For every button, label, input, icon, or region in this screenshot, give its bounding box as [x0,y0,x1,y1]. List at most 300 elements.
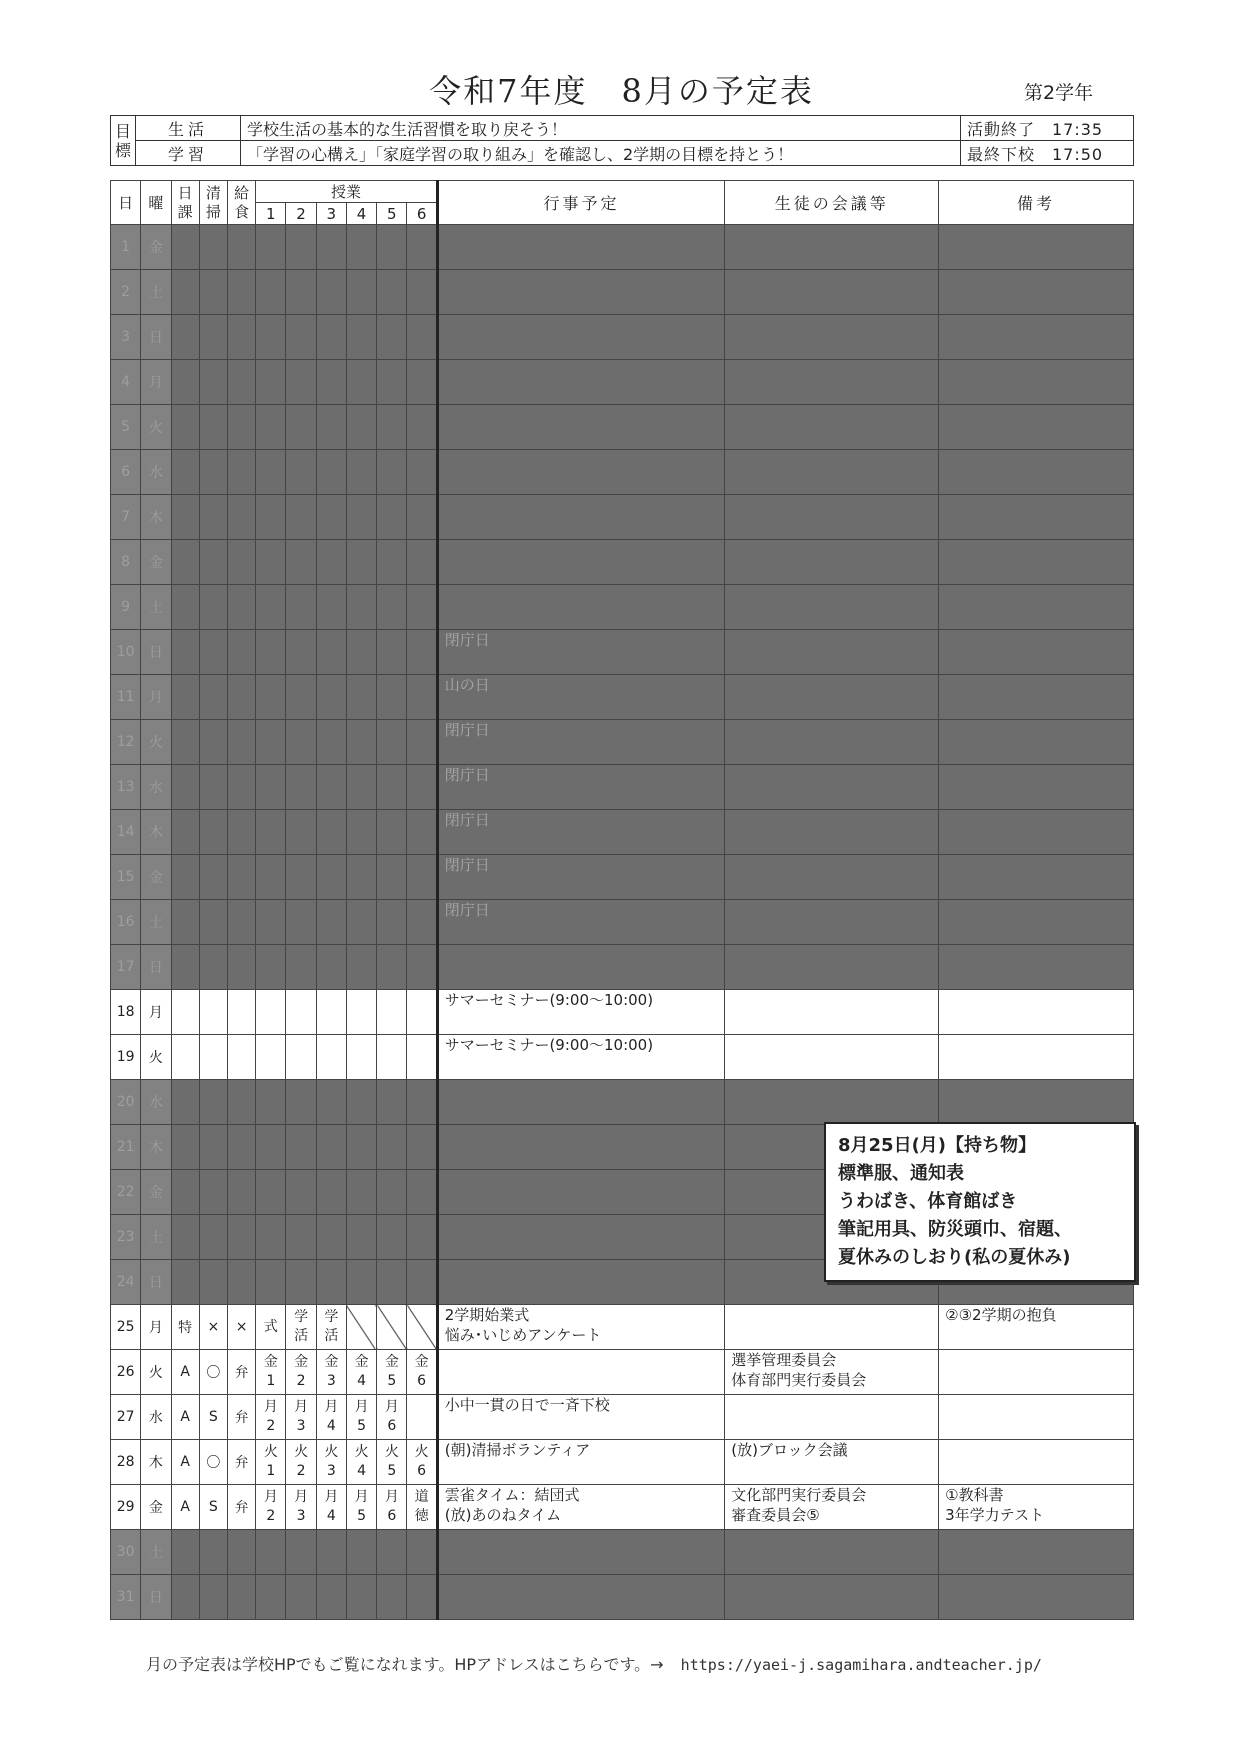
period-header: 4 [346,203,376,225]
seiso-cell [199,1080,227,1125]
lesson-cell-empty [377,495,407,540]
seiso-cell [199,1575,227,1620]
meeting-cell [725,225,939,270]
period-header: 6 [407,203,437,225]
seiso-cell: × [199,1305,227,1350]
period-header: 3 [316,203,346,225]
meeting-cell [725,360,939,405]
lesson-cell-empty [316,1125,346,1170]
meeting-cell [725,1395,939,1440]
nikka-cell [171,1575,199,1620]
lesson-cell-empty [286,810,316,855]
lesson-cell-empty [377,1305,407,1350]
note-line: 夏休みのしおり(私の夏休み) [838,1247,1071,1268]
seiso-cell [199,855,227,900]
date-cell: 19 [111,1035,141,1080]
event-cell [437,360,725,405]
nikka-cell: A [171,1395,199,1440]
weekday-cell: 土 [141,900,171,945]
date-cell: 26 [111,1350,141,1395]
nikka-cell: A [171,1485,199,1530]
lesson-cell-empty [286,1260,316,1305]
note-cell [939,765,1134,810]
nikka-cell [171,1260,199,1305]
nikka-cell [171,225,199,270]
meeting-cell [725,585,939,630]
lesson-cell: 月 4 [316,1485,346,1530]
lesson-cell-empty [286,720,316,765]
lesson-cell-empty [407,945,437,990]
date-cell: 23 [111,1215,141,1260]
meeting-cell [725,495,939,540]
table-row [111,1305,1134,1350]
kyushoku-cell [227,1575,255,1620]
seiso-cell [199,1260,227,1305]
lesson-cell-empty [377,765,407,810]
kyushoku-cell [227,855,255,900]
weekday-cell: 月 [141,675,171,720]
final-leave-time: 最終下校 17:50 [961,141,1134,166]
note-cell [939,1530,1134,1575]
note-cell [939,360,1134,405]
nikka-cell: A [171,1350,199,1395]
meeting-cell [725,720,939,765]
event-cell: 閉庁日 [437,765,725,810]
lesson-cell-empty [407,720,437,765]
lesson-cell-empty [407,495,437,540]
lesson-cell-empty [377,1080,407,1125]
lesson-cell-empty [316,405,346,450]
period-header: 2 [286,203,316,225]
goals-table [110,115,1134,166]
note-cell [939,1350,1134,1395]
weekday-cell: 木 [141,1440,171,1485]
lesson-cell-empty [407,1530,437,1575]
note-cell [939,1440,1134,1485]
seiso-cell [199,360,227,405]
date-cell: 13 [111,765,141,810]
weekday-cell: 金 [141,540,171,585]
lesson-cell-empty [407,1035,437,1080]
weekday-cell: 水 [141,1080,171,1125]
nikka-cell [171,900,199,945]
seiso-cell [199,810,227,855]
date-cell: 5 [111,405,141,450]
lesson-cell-empty [316,1260,346,1305]
table-row [111,225,1134,270]
kyushoku-cell [227,900,255,945]
lesson-cell-empty [256,1215,286,1260]
lesson-cell-empty [377,945,407,990]
event-cell: 閉庁日 [437,900,725,945]
col-jugyo: 授業 [256,181,438,203]
meeting-cell [725,405,939,450]
event-cell: 2学期始業式 悩み･いじめアンケート [437,1305,725,1350]
event-cell: サマーセミナー(9:00～10:00) [437,1035,725,1080]
event-cell [437,1260,725,1305]
lesson-cell-empty [346,1170,376,1215]
meeting-cell [725,1305,939,1350]
lesson-cell-empty [407,810,437,855]
seiso-cell [199,315,227,360]
lesson-cell: 月 4 [316,1395,346,1440]
kyushoku-cell [227,1080,255,1125]
table-row [111,450,1134,495]
note-cell [939,945,1134,990]
lesson-cell-empty [377,1575,407,1620]
lesson-cell-empty [407,1260,437,1305]
lesson-cell: 火 5 [377,1440,407,1485]
nikka-cell [171,315,199,360]
nikka-cell [171,990,199,1035]
nikka-cell [171,1080,199,1125]
table-row [111,945,1134,990]
date-cell: 29 [111,1485,141,1530]
event-cell [437,1575,725,1620]
lesson-cell-empty [256,1170,286,1215]
table-row [111,540,1134,585]
lesson-cell-empty [377,585,407,630]
table-row [111,1440,1134,1485]
date-cell: 14 [111,810,141,855]
meeting-cell [725,765,939,810]
event-cell: (朝)清掃ボランティア [437,1440,725,1485]
meeting-cell [725,450,939,495]
table-row [111,360,1134,405]
weekday-cell: 日 [141,1575,171,1620]
lesson-cell-empty [286,1530,316,1575]
table-row [111,675,1134,720]
lesson-cell: 月 5 [346,1485,376,1530]
date-cell: 7 [111,495,141,540]
nikka-cell [171,1170,199,1215]
event-cell: 閉庁日 [437,720,725,765]
lesson-cell-empty [377,1125,407,1170]
lesson-cell-empty [256,765,286,810]
nikka-cell [171,585,199,630]
event-cell [437,1170,725,1215]
lesson-cell-empty [407,855,437,900]
lesson-cell-empty [316,900,346,945]
note-cell [939,270,1134,315]
note-cell: ②③2学期の抱負 [939,1305,1134,1350]
weekday-cell: 日 [141,630,171,675]
seiso-cell [199,540,227,585]
lesson-cell-empty [377,315,407,360]
kyushoku-cell [227,945,255,990]
kyushoku-cell [227,765,255,810]
lesson-cell-empty [316,495,346,540]
lesson-cell: 道 徳 [407,1485,437,1530]
date-cell: 16 [111,900,141,945]
lesson-cell-empty [256,1530,286,1575]
seiso-cell [199,1530,227,1575]
kyushoku-cell [227,1170,255,1215]
note-line: 標準服、通知表 [838,1163,964,1184]
lesson-cell: 金 6 [407,1350,437,1395]
lesson-cell: 月 6 [377,1395,407,1440]
lesson-cell-empty [346,540,376,585]
lesson-cell-empty [377,1260,407,1305]
note-cell [939,1575,1134,1620]
col-weekday: 曜 [141,181,171,225]
schedule-table [110,180,1134,1620]
event-cell [437,1080,725,1125]
lesson-cell: 金 4 [346,1350,376,1395]
meeting-cell [725,855,939,900]
date-cell: 6 [111,450,141,495]
lesson-cell-empty [346,585,376,630]
nikka-cell [171,765,199,810]
date-cell: 4 [111,360,141,405]
date-cell: 17 [111,945,141,990]
lesson-cell-empty [286,450,316,495]
weekday-cell: 月 [141,1305,171,1350]
event-cell [437,315,725,360]
table-row [111,1575,1134,1620]
lesson-cell-empty [377,450,407,495]
seiso-cell: 〇 [199,1350,227,1395]
weekday-cell: 木 [141,495,171,540]
note-cell [939,810,1134,855]
note-cell [939,855,1134,900]
lesson-cell-empty [377,990,407,1035]
date-cell: 30 [111,1530,141,1575]
note-cell [939,1035,1134,1080]
lesson-cell-empty [377,540,407,585]
note-cell [939,225,1134,270]
kyushoku-cell [227,270,255,315]
seiso-cell [199,990,227,1035]
nikka-cell: A [171,1440,199,1485]
note-cell [939,990,1134,1035]
nikka-cell [171,675,199,720]
lesson-cell-empty [286,495,316,540]
event-cell [437,1125,725,1170]
kyushoku-cell [227,720,255,765]
lesson-cell-empty [316,540,346,585]
meeting-cell [725,630,939,675]
lesson-cell-empty [407,765,437,810]
nikka-cell [171,720,199,765]
event-cell: 山の日 [437,675,725,720]
lesson-cell: 月 3 [286,1395,316,1440]
event-cell: 小中一貫の日で一斉下校 [437,1395,725,1440]
kyushoku-cell [227,1530,255,1575]
lesson-cell-empty [316,585,346,630]
meeting-cell [725,945,939,990]
note-line: 筆記用具、防災頭巾、宿題、 [838,1219,1072,1240]
lesson-cell-empty [316,360,346,405]
lesson-cell-empty [256,1125,286,1170]
lesson-cell-empty [316,1080,346,1125]
lesson-cell: 学 活 [316,1305,346,1350]
nikka-cell [171,1215,199,1260]
study-label: 学習 [136,141,241,166]
weekday-cell: 木 [141,810,171,855]
kyushoku-cell: 弁 [227,1350,255,1395]
lesson-cell-empty [377,720,407,765]
lesson-cell-empty [256,810,286,855]
kyushoku-cell [227,1215,255,1260]
date-cell: 27 [111,1395,141,1440]
weekday-cell: 火 [141,720,171,765]
lesson-cell: 火 4 [346,1440,376,1485]
activity-end-time: 活動終了 17:35 [961,116,1134,141]
lesson-cell-empty [286,855,316,900]
nikka-cell [171,630,199,675]
meeting-cell: 選挙管理委員会 体育部門実行委員会 [725,1350,939,1395]
nikka-cell [171,1035,199,1080]
lesson-cell-empty [286,1170,316,1215]
kyushoku-cell [227,810,255,855]
lesson-cell: 金 2 [286,1350,316,1395]
meeting-cell: (放)ブロック会議 [725,1440,939,1485]
weekday-cell: 土 [141,1530,171,1575]
lesson-cell-empty [346,1035,376,1080]
date-cell: 18 [111,990,141,1035]
col-seiso: 清 掃 [199,181,227,225]
weekday-cell: 火 [141,1350,171,1395]
kyushoku-cell: × [227,1305,255,1350]
kyushoku-cell [227,540,255,585]
lesson-cell-empty [316,1575,346,1620]
footer [146,1652,1042,1675]
lesson-cell-empty [377,900,407,945]
seiso-cell [199,495,227,540]
lesson-cell: 学 活 [286,1305,316,1350]
lesson-cell-empty [407,630,437,675]
lesson-cell-empty [256,900,286,945]
weekday-cell: 火 [141,1035,171,1080]
lesson-cell-empty [286,540,316,585]
note-heading: 8月25日(月)【持ち物】 [838,1135,1037,1156]
event-cell [437,1350,725,1395]
lesson-cell: 月 2 [256,1395,286,1440]
table-row [111,495,1134,540]
lesson-cell: 火 3 [316,1440,346,1485]
lesson-cell-empty [346,945,376,990]
lesson-cell-empty [316,945,346,990]
event-cell [437,270,725,315]
lesson-cell-empty [316,675,346,720]
table-row [111,810,1134,855]
lesson-cell: 式 [256,1305,286,1350]
lesson-cell-empty [377,630,407,675]
weekday-cell: 水 [141,450,171,495]
date-cell: 21 [111,1125,141,1170]
kyushoku-cell [227,675,255,720]
kyushoku-cell [227,630,255,675]
life-goal: 学校生活の基本的な生活習慣を取り戻そう！ [241,116,961,141]
nikka-cell [171,1530,199,1575]
weekday-cell: 月 [141,990,171,1035]
kyushoku-cell [227,495,255,540]
kyushoku-cell [227,315,255,360]
note-cell: ①教科書 3年学力テスト [939,1485,1134,1530]
meeting-cell [725,315,939,360]
table-row [111,990,1134,1035]
nikka-cell [171,495,199,540]
table-row [111,315,1134,360]
note-cell [939,540,1134,585]
meeting-cell [725,1530,939,1575]
lesson-cell-empty [407,900,437,945]
lesson-cell-empty [346,675,376,720]
table-row [111,585,1134,630]
lesson-cell-empty [407,1080,437,1125]
event-cell [437,225,725,270]
lesson-cell-empty [286,945,316,990]
lesson-cell-empty [346,855,376,900]
col-notes: 備考 [939,181,1134,225]
event-cell [437,495,725,540]
lesson-cell-empty [256,720,286,765]
lesson-cell-empty [377,1035,407,1080]
kyushoku-cell [227,1035,255,1080]
nikka-cell [171,540,199,585]
lesson-cell-empty [407,1395,437,1440]
date-cell: 28 [111,1440,141,1485]
weekday-cell: 水 [141,765,171,810]
lesson-cell-empty [407,585,437,630]
lesson-cell: 月 3 [286,1485,316,1530]
lesson-cell-empty [346,1215,376,1260]
seiso-cell [199,1170,227,1215]
belongings-note [824,1122,1136,1282]
lesson-cell-empty [256,855,286,900]
lesson-cell: 金 5 [377,1350,407,1395]
note-cell [939,450,1134,495]
event-cell: サマーセミナー(9:00～10:00) [437,990,725,1035]
table-row [111,270,1134,315]
kyushoku-cell [227,1125,255,1170]
nikka-cell [171,945,199,990]
seiso-cell [199,405,227,450]
weekday-cell: 月 [141,360,171,405]
seiso-cell [199,225,227,270]
lesson-cell-empty [286,585,316,630]
lesson-cell-empty [346,270,376,315]
school-url-link[interactable]: https://yaei-j.sagamihara.andteacher.jp/ [680,1656,1042,1674]
event-cell [437,945,725,990]
lesson-cell: 月 5 [346,1395,376,1440]
weekday-cell: 金 [141,1170,171,1215]
lesson-cell-empty [346,1530,376,1575]
event-cell: 閉庁日 [437,855,725,900]
seiso-cell [199,1035,227,1080]
date-cell: 20 [111,1080,141,1125]
meeting-cell [725,540,939,585]
lesson-cell-empty [377,1530,407,1575]
note-cell [939,675,1134,720]
lesson-cell-empty [316,990,346,1035]
lesson-cell-empty [286,315,316,360]
weekday-cell: 水 [141,1395,171,1440]
lesson-cell-empty [346,630,376,675]
seiso-cell: S [199,1395,227,1440]
date-cell: 22 [111,1170,141,1215]
weekday-cell: 土 [141,1215,171,1260]
lesson-cell-empty [407,315,437,360]
col-day: 日 [111,181,141,225]
lesson-cell-empty [256,1575,286,1620]
col-kyushoku: 給 食 [227,181,255,225]
lesson-cell-empty [286,1125,316,1170]
table-row [111,1035,1134,1080]
lesson-cell-empty [256,450,286,495]
col-events: 行事予定 [437,181,725,225]
